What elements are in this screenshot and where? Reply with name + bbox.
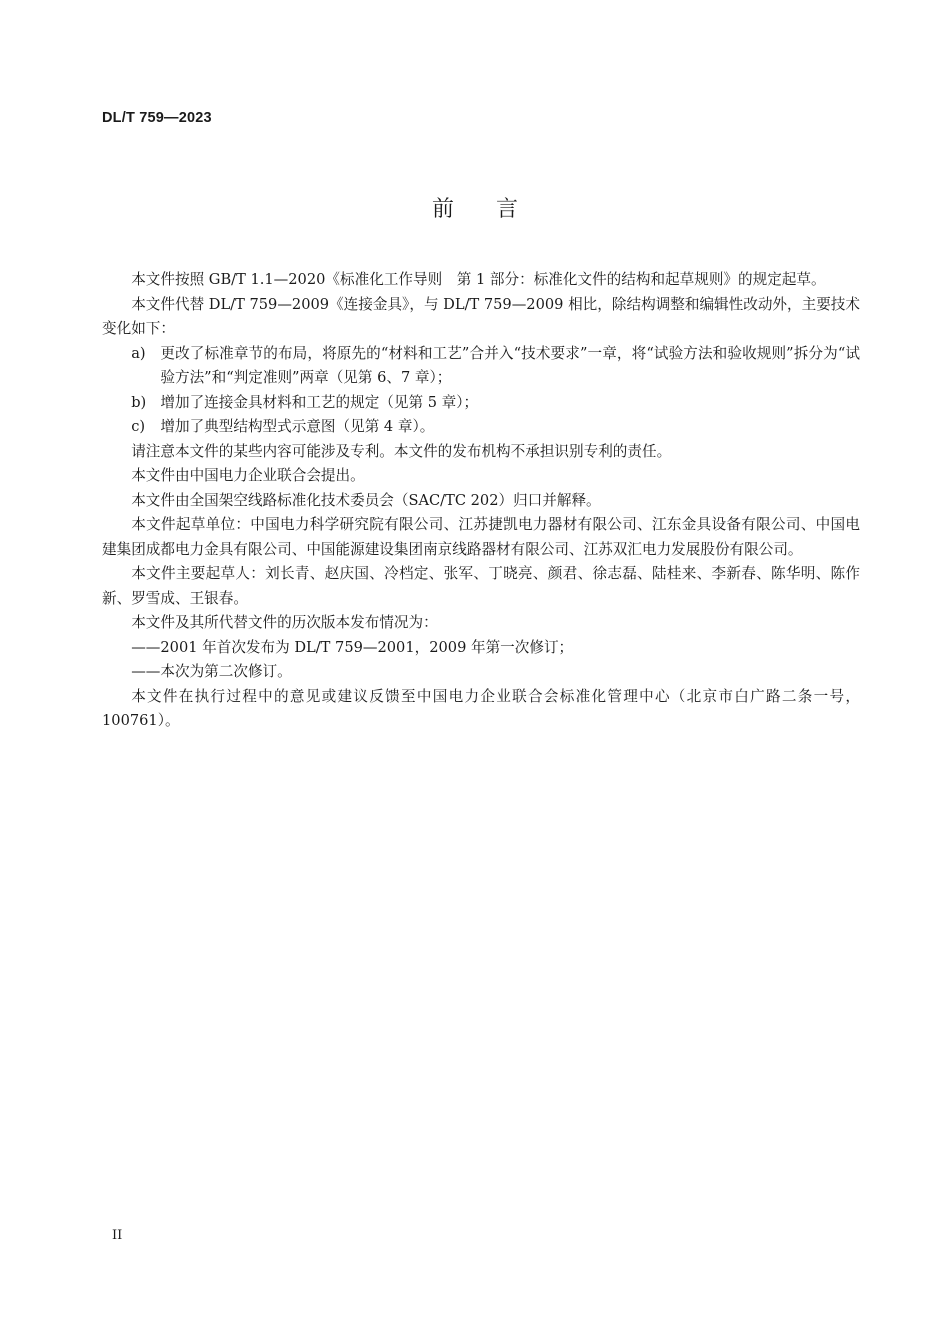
paragraph-patent-notice: 请注意本文件的某些内容可能涉及专利。本文件的发布机构不承担识别专利的责任。 [131,442,672,460]
history-item: ——2001 年首次发布为 DL/T 759—2001，2009 年第一次修订； [131,638,574,656]
page-number: II [112,1228,123,1243]
paragraph-proposer: 本文件由中国电力企业联合会提出。 [131,467,365,484]
page-title: 前言 [431,197,560,222]
paragraph-drafters: 本文件主要起草人：刘长青、赵庆国、冷档定、张军、丁晓亮、颜君、徐志磊、陆桂来、李新春、陈华明、陈作新、罗雪成、王银春。 [102,565,860,607]
paragraph-history-intro: 本文件及其所代替文件的历次版本发布情况为： [131,614,438,631]
paragraph-drafting-units: 本文件起草单位：中国电力科学研究院有限公司、江苏捷凯电力器材有限公司、江东金具设备有限公司、中国电建集团成都电力金具有限公司、中国能源建设集团南京线路器材有限公司、江苏双汇电力发展股份有限公司。 [102,516,860,558]
list-marker: a) [131,344,146,362]
paragraph-replacement: 本文件代替 DL/T 759—2009《连接金具》，与 DL/T 759—2009 相比，除结构调整和编辑性改动外，主要技术变化如下： [102,295,860,337]
history-item: ——本次为第二次修订。 [131,663,292,680]
paragraph-feedback: 本文件在执行过程中的意见或建议反馈至中国电力企业联合会标准化管理中心（北京市白广路二条一号，100761）。 [102,687,860,729]
list-text: 增加了连接金具材料和工艺的规定（见第 5 章）； [160,393,479,411]
standard-code: DL/T 759—2023 [102,110,212,126]
list-item [102,342,860,391]
list-text: 增加了典型结构型式示意图（见第 4 章）。 [160,418,435,435]
foreword-body [102,268,860,734]
list-marker: c) [131,418,146,435]
list-item [102,415,860,440]
list-text: 更改了标准章节的布局，将原先的“材料和工艺”合并入“技术要求”一章，将“试验方法和验收规则”拆分为“试验方法”和“判定准则”两章（见第 6、7 章）； [160,344,860,386]
list-item [102,391,860,416]
paragraph-committee: 本文件由全国架空线路标准化技术委员会（SAC/TC 202）归口并解释。 [131,491,601,509]
paragraph-drafting-rules: 本文件按照 GB/T 1.1—2020《标准化工作导则 第 1 部分：标准化文件的结构和起草规则》的规定起草。 [131,271,826,288]
list-marker: b) [131,393,147,411]
